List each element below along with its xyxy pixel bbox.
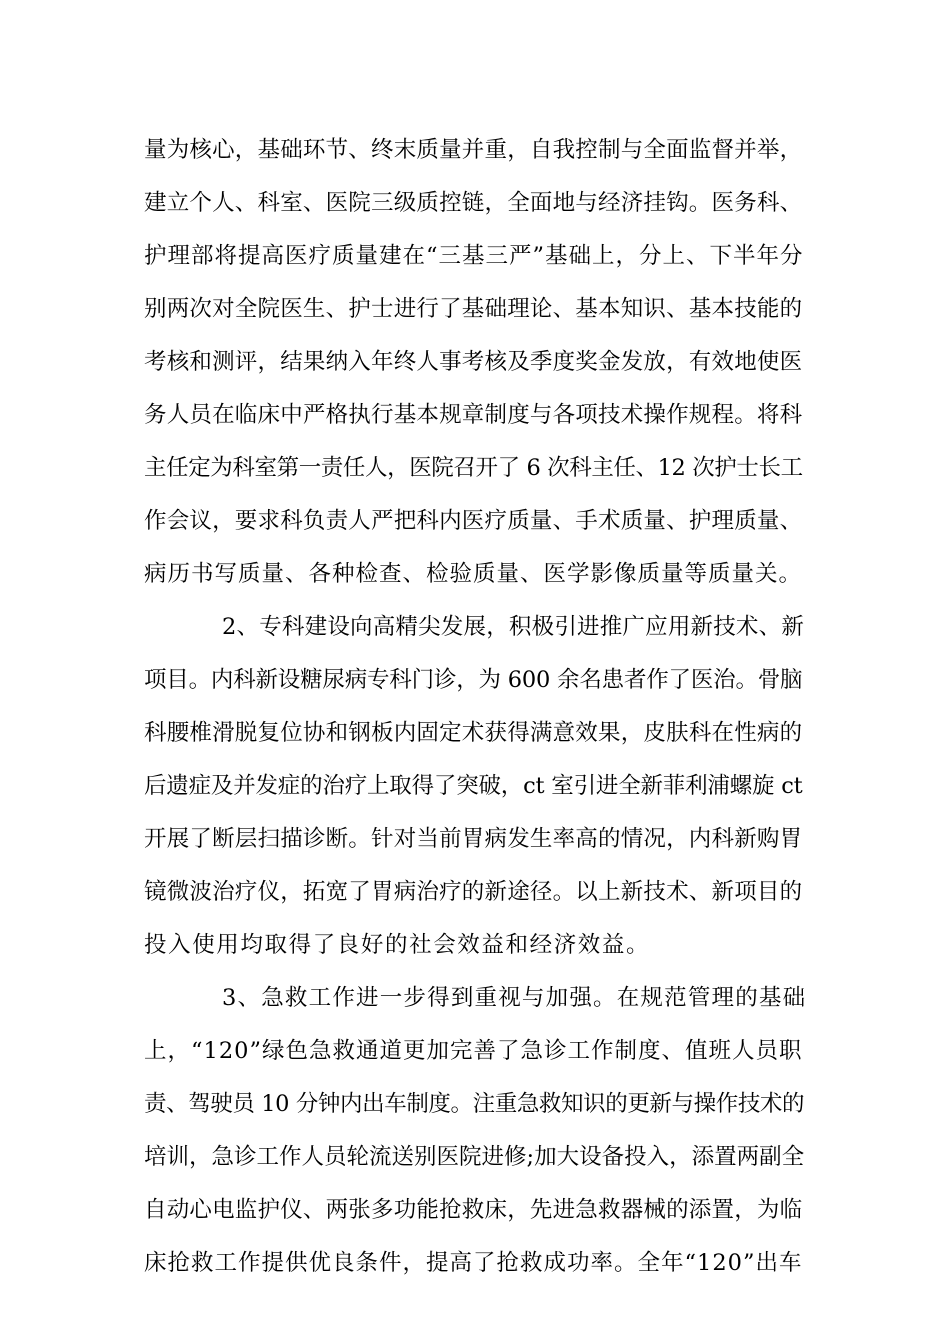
paragraph-start-line: 3、急救工作进一步得到重视与加强。在规范管理的基础 — [222, 985, 807, 1011]
paragraph-start-line: 2、专科建设向高精尖发展，积极引进推广应用新技术、新 — [222, 614, 805, 640]
text-line: 自动心电监护仪、两张多功能抢救床，先进急救器械的添置，为临 — [144, 1197, 803, 1223]
text-line: 镜微波治疗仪，拓宽了胃病治疗的新途径。以上新技术、新项目的 — [144, 879, 803, 905]
text-line: 量为核心，基础环节、终末质量并重，自我控制与全面监督并举， — [144, 137, 803, 163]
text-line: 项目。内科新设糖尿病专科门诊，为 600 余名患者作了医治。骨脑 — [144, 667, 803, 693]
text-line: 作会议，要求科负责人严把科内医疗质量、手术质量、护理质量、 — [144, 508, 803, 534]
text-line: 病历书写质量、各种检查、检验质量、医学影像质量等质量关。 — [144, 561, 803, 587]
text-line: 后遗症及并发症的治疗上取得了突破，ct 室引进全新菲利浦螺旋 ct — [144, 773, 803, 799]
text-line: 投入使用均取得了良好的社会效益和经济效益。 — [144, 932, 651, 958]
text-line: 建立个人、科室、医院三级质控链，全面地与经济挂钩。医务科、 — [144, 190, 803, 216]
text-line: 务人员在临床中严格执行基本规章制度与各项技术操作规程。将科 — [144, 402, 803, 428]
text-line: 护理部将提高医疗质量建在“三基三严”基础上，分上、下半年分 — [144, 243, 804, 269]
text-line: 责、驾驶员 10 分钟内出车制度。注重急救知识的更新与操作技术的 — [144, 1091, 805, 1117]
text-line: 别两次对全院医生、护士进行了基础理论、基本知识、基本技能的 — [144, 296, 803, 322]
text-line: 考核和测评，结果纳入年终人事考核及季度奖金发放，有效地使医 — [144, 349, 803, 375]
text-line: 主任定为科室第一责任人，医院召开了 6 次科主任、12 次护士长工 — [144, 455, 803, 481]
text-line: 科腰椎滑脱复位协和钢板内固定术获得满意效果，皮肤科在性病的 — [144, 720, 803, 746]
text-line: 床抢救工作提供优良条件，提高了抢救成功率。全年“120”出车 — [144, 1250, 803, 1276]
text-line: 开展了断层扫描诊断。针对当前胃病发生率高的情况，内科新购胃 — [144, 826, 803, 852]
text-line: 培训，急诊工作人员轮流送别医院进修;加大设备投入，添置两副全 — [144, 1144, 805, 1170]
text-line: 上，“120”绿色急救通道更加完善了急诊工作制度、值班人员职 — [144, 1038, 803, 1064]
